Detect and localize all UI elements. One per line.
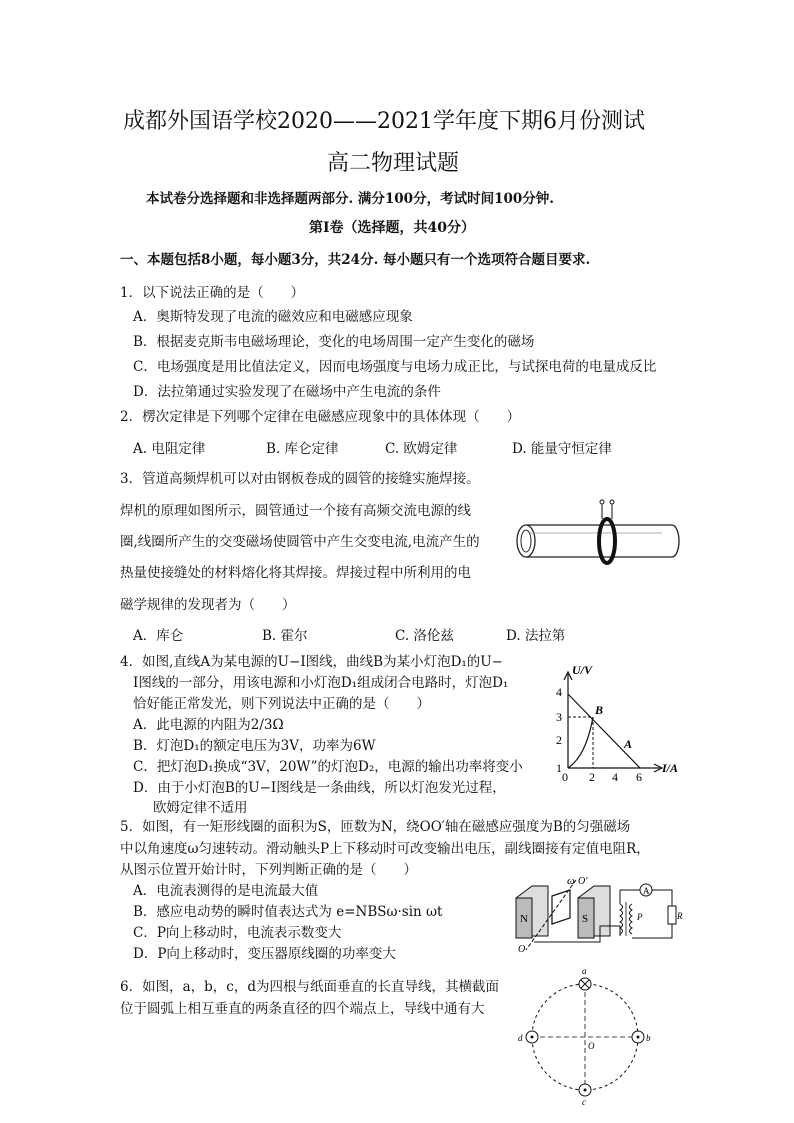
y-axis-label: U/V [572, 663, 593, 677]
part-heading: 第Ⅰ卷（选择题，共40分） [309, 220, 476, 236]
q1-option-a: A．奥斯特发现了电流的磁效应和电磁感应现象 [133, 309, 413, 325]
q3-option-a: A．库仑 [133, 628, 184, 644]
q3-line-5: 磁学规律的发现者为（ ） [120, 597, 296, 613]
magnet-n-label: N [520, 913, 528, 925]
q6-line-2: 位于圆弧上相互垂直的两条直径的四个端点上，导线中通有大 [120, 1001, 485, 1017]
y-tick-3: 3 [556, 710, 562, 724]
wire-b [632, 1031, 644, 1043]
wire-d [526, 1031, 538, 1043]
slider-p-label: P [637, 912, 643, 922]
ammeter-label: A [643, 886, 650, 896]
q5-option-d: D．P向上移动时，变压器原线圈的功率变大 [133, 946, 396, 962]
wire-a [579, 978, 591, 990]
q3-line-2: 焊机的原理如图所示，圆管通过一个接有高频交流电源的线 [120, 503, 471, 519]
x-tick-4: 4 [612, 770, 618, 784]
q4-option-d-line-1: D．由于小灯泡B的U−I图线是一条曲线，所以灯泡发光过程， [133, 780, 506, 796]
q5-option-c: C．P向上移动时，电流表示数变大 [133, 925, 342, 941]
section-heading: 一、本题包括8小题，每小题3分，共24分. 每小题只有一个选项符合题目要求. [120, 252, 591, 268]
omega-label: ω [567, 876, 575, 887]
q5-line-3: 从图示位置开始计时，下列判断正确的是（ ） [120, 862, 417, 878]
q2-option-a: A. 电阻定律 [133, 441, 206, 457]
q4-option-b: B．灯泡D₁的额定电压为3V，功率为6W [133, 738, 376, 754]
o-label: O [518, 944, 526, 955]
q5-option-a: A．电流表测得的是电流最大值 [133, 883, 319, 899]
q5-line-1: 5．如图，有一矩形线圈的面积为S，匝数为N，绕OO′轴在磁感应强度为B的匀强磁场 [120, 819, 631, 835]
q1-stem: 1．以下说法正确的是（ ） [120, 285, 305, 301]
q3-pipe-figure [512, 495, 682, 575]
q3-line-4: 热量使接缝处的材料熔化将其焊接。焊接过程中所利用的电 [120, 565, 471, 581]
wire-c-label: c [582, 1097, 586, 1105]
q3-option-d: D. 法拉第 [506, 628, 566, 644]
magnet-s-label: S [582, 913, 589, 925]
q4-ui-graph [548, 660, 682, 785]
q5-generator-figure [512, 876, 684, 956]
q3-option-c: C. 洛伦兹 [395, 628, 454, 644]
line-a-label: A [624, 737, 633, 751]
q3-option-b: B. 霍尔 [262, 628, 308, 644]
q6-line-1: 6．如图，a，b，c，d为四根与纸面垂直的长直导线，其横截面 [120, 979, 499, 995]
curve-b [568, 717, 593, 768]
o-prime-label: O′ [578, 876, 588, 887]
q4-option-d-line-2: 欧姆定律不适用 [153, 800, 248, 816]
resistor-r [668, 906, 676, 924]
q4-line-2: I图线的一部分，用该电源和小灯泡D₁组成闭合电路时，灯泡D₁ [133, 675, 509, 691]
q4-option-a: A．此电源的内阻为2/3Ω [133, 717, 284, 733]
x-tick-2: 2 [589, 770, 595, 784]
y-tick-2: 2 [556, 733, 562, 747]
exam-subtitle: 高二物理试题 [327, 151, 460, 176]
q4-option-c: C．把灯泡D₁换成“3V，20W”的灯泡D₂，电源的输出功率将变小 [133, 759, 523, 775]
q4-line-1: 4．如图,直线A为某电源的U−I图线，曲线B为某小灯泡D₁的U− [120, 654, 503, 670]
q1-option-c: C．电场强度是用比值法定义，因而电场强度与电场力成正比，与试探电荷的电量成反比 [133, 359, 657, 375]
q3-line-3: 圈,线圈所产生的交变磁场使圆管中产生交变电流,电流产生的 [120, 534, 480, 550]
y-tick-1: 1 [556, 761, 562, 775]
q1-option-d: D．法拉第通过实验发现了在磁场中产生电流的条件 [133, 384, 441, 400]
transformer [620, 902, 643, 936]
q4-line-3: 恰好能正常发光，则下列说法中正确的是（ ） [133, 696, 430, 712]
magnet-n [516, 886, 548, 938]
q5-line-2: 中以角速度ω匀速转动。滑动触头P上下移动时可改变输出电压，副线圈接有定值电阻R， [120, 841, 650, 857]
exam-title: 成都外国语学校2020——2021学年度下期6月份测试 [123, 109, 645, 134]
exam-note: 本试卷分选择题和非选择题两部分. 满分100分，考试时间100分钟. [146, 191, 554, 207]
magnet-s [578, 886, 610, 938]
q6-wires-figure [515, 965, 655, 1105]
x-tick-6: 6 [636, 770, 642, 784]
wire-b-label: b [646, 1033, 651, 1043]
wire-d-label: d [518, 1033, 523, 1043]
q2-stem: 2．楞次定律是下列哪个定律在电磁感应现象中的具体体现（ ） [120, 409, 521, 425]
wire-a-label: a [582, 966, 587, 976]
q3-line-1: 3．管道高频焊机可以对由钢板卷成的圆管的接缝实施焊接。 [120, 471, 480, 487]
curve-b-label: B [595, 703, 604, 717]
q2-option-d: D. 能量守恒定律 [512, 441, 612, 457]
q1-option-b: B．根据麦克斯韦电磁场理论，变化的电场周围一定产生变化的磁场 [133, 334, 535, 350]
resistor-label: R [677, 911, 683, 921]
q2-option-b: B. 库仑定律 [266, 441, 339, 457]
origin-label: 0 [562, 770, 568, 784]
q2-option-c: C. 欧姆定律 [385, 441, 458, 457]
center-o-label: O [588, 1041, 595, 1051]
y-tick-4: 4 [556, 685, 562, 699]
x-axis-label: I/A [662, 761, 679, 775]
q5-option-b: B．感应电动势的瞬时值表达式为 e=NBSω·sin ωt [133, 904, 443, 920]
wire-c [579, 1084, 591, 1096]
rotating-coil [552, 890, 570, 924]
